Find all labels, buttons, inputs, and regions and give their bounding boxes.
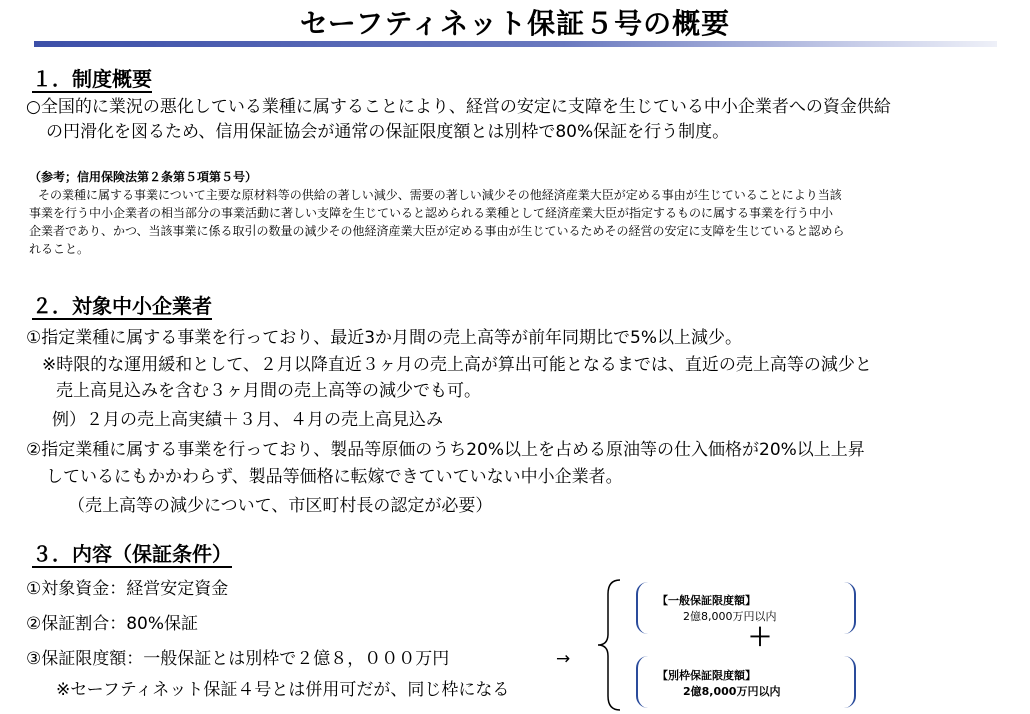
reference-heading: （参考；信用保険法第２条第５項第５号）: [29, 170, 258, 184]
reference-line: 事業を行う中小企業者の相当部分の事業活動に著しい支障を生じていると認められる業種として経済産業大臣が指定するものに属する事業を行う中小: [29, 206, 834, 220]
section2-item2-line1: ②指定業種に属する事業を行っており、製品等原価のうち20%以上を占める原油等の仕入価格が20%以上上昇: [26, 440, 865, 460]
page-title: セーフティネット保証５号の概要: [299, 7, 731, 40]
section3-item2: ②保証割合：80%保証: [26, 614, 199, 634]
reference-line: その業種に属する事業について主要な原材料等の供給の著しい減少、需要の著しい減少その他経済産業大臣が定める事由が生じていることにより当該: [38, 188, 842, 202]
section2-item2-line2: しているにもかかわらず、製品等価格に転嫁できていていない中小企業者。: [46, 467, 623, 487]
title-underline-bar: [34, 41, 997, 47]
section2-item2-note: （売上高等の減少について、市区町村長の認定が必要）: [68, 496, 493, 516]
reference-line: れること。: [29, 242, 90, 256]
right-arrow-icon: →: [556, 649, 571, 669]
section1-heading: １．制度概要: [32, 67, 152, 91]
separate-guarantee-limit-label: 【別枠保証限度額】: [657, 669, 756, 682]
section2-item1: ①指定業種に属する事業を行っており、最近3か月間の売上高等が前年同期比で5%以上減少。: [26, 328, 743, 348]
section2-example: 例）２月の売上高実績＋３月、４月の売上高見込み: [52, 410, 443, 430]
section2-heading: ２．対象中小企業者: [32, 294, 212, 318]
separate-guarantee-limit-amount: 2億8,000万円以内: [683, 685, 781, 698]
general-guarantee-limit-amount: 2億8,000万円以内: [683, 610, 777, 623]
section3-note: ※セーフティネット保証４号とは併用可だが、同じ枠になる: [56, 680, 510, 700]
section3-heading: ３．内容（保証条件）: [32, 542, 232, 566]
general-guarantee-limit-label: 【一般保証限度額】: [657, 594, 756, 607]
section1-line2: の円滑化を図るため、信用保証協会が通常の保証限度額とは別枠で80%保証を行う制度。: [46, 122, 730, 142]
section1-line1: ○全国的に業況の悪化している業種に属することにより、経営の安定に支障を生じている中小企業者への資金供給: [26, 97, 891, 117]
curly-brace-icon: [594, 578, 624, 712]
general-guarantee-limit-box: [636, 582, 856, 634]
plus-icon: ＋: [748, 623, 772, 651]
section3-item1: ①対象資金：経営安定資金: [26, 579, 229, 599]
reference-line: 企業者であり、かつ、当該事業に係る取引の数量の減少その他経済産業大臣が定める事由が生じているためその経営の安定に支障を生じていると認めら: [29, 224, 845, 238]
section2-note-line1: ※時限的な運用緩和として、２月以降直近３ヶ月の売上高が算出可能となるまでは、直近の売上高等の減少と: [42, 355, 872, 375]
section3-item3: ③保証限度額：一般保証とは別枠で２億８，０００万円: [26, 649, 450, 669]
section2-note-line2: 売上高見込みを含む３ヶ月間の売上高等の減少でも可。: [56, 381, 481, 401]
